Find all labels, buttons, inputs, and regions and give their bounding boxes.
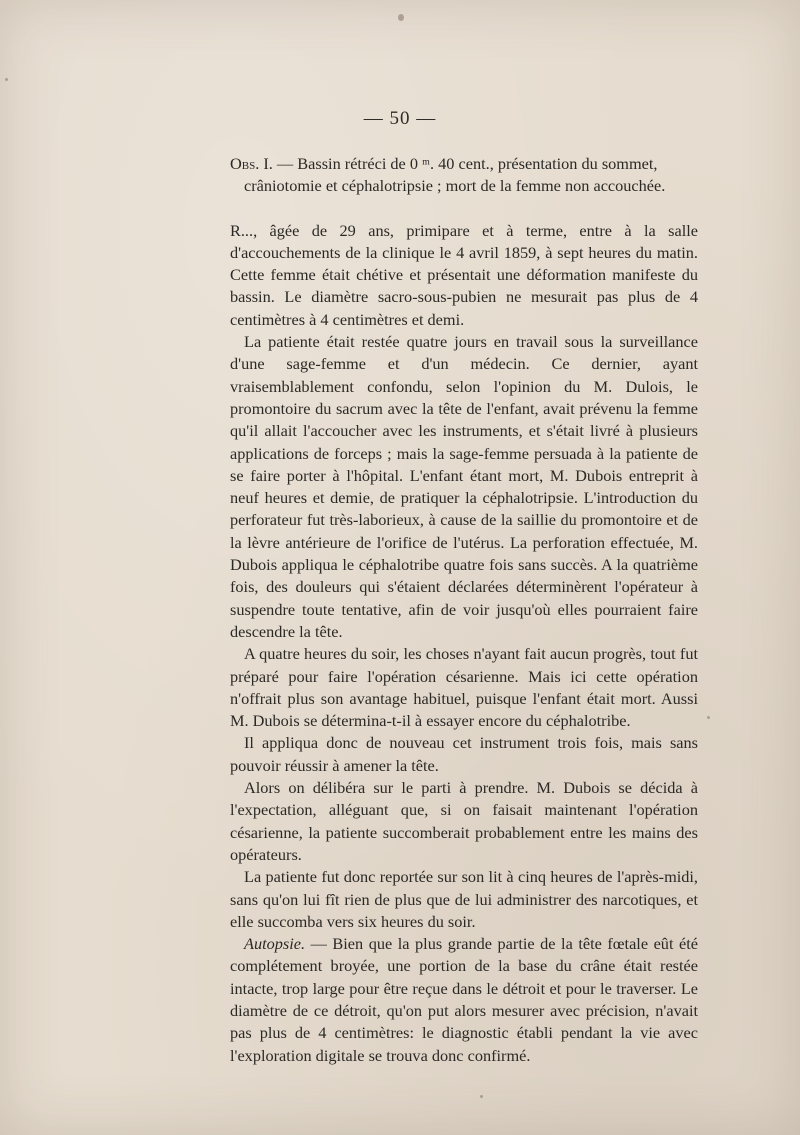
ink-speck <box>5 78 8 81</box>
paragraph: La patiente était restée quatre jours en travail sous la surveillance d'une sage-femme et d'un médecin. Ce dernier, ayant vraisemblablement confondu, selon l'opinion du M. Dulois, le promontoire du sacrum avec la tête de l'enfant, avait prévenu la femme qu'il allait l'accoucher avec les instruments, et s'était livré à plusieurs applications de forceps ; mais la sage-femme persuada à la patiente de se faire porter à l'hôpital. L'enfant étant mort, M. Dubois entreprit à neuf heures et demie, de pratiquer la céphalotripsie. L'introduction du perforateur fut très-laborieux, à cause de la saillie du promontoire et de la lèvre antérieure de l'orifice de l'utérus. La perforation effectuée, M. Dubois appliqua le céphalotribe quatre fois sans succès. A la quatrième fois, des douleurs qui s'étaient déclarées déterminèrent l'opérateur à suspendre toute tentative, afin de voir jusqu'où elles pourraient faire descendre la tête. <box>230 332 698 641</box>
paragraph: Il appliqua donc de nouveau cet instrument trois fois, mais sans pouvoir réussir à amener la tête. <box>230 733 698 775</box>
ink-speck <box>480 1095 483 1098</box>
observation-title-rest: I. — Bassin rétréci de 0 ᵐ. 40 cent., présentation du sommet, <box>259 154 658 173</box>
observation-abbrev: Obs. <box>230 154 260 173</box>
paragraph: R..., âgée de 29 ans, primipare et à terme, entre à la salle d'accouchements de la clinique le 4 avril 1859, à sept heures du matin. Cette femme était chétive et présentait une déformation manifeste du bassin. Le diamètre sacro-sous-pubien ne mesurait pas plus de 4 centimètres à 4 centimètres et demi. <box>230 220 698 329</box>
autopsie-paragraph <box>230 933 698 1067</box>
paragraph: Alors on délibéra sur le parti à prendre. M. Dubois se décida à l'expectation, alléguant que, si on faisait maintenant l'opération césarienne, la patiente succomberait probablement entre les mains des opérateurs. <box>230 778 698 864</box>
observation-title-line2: crâniotomie et céphalotripsie ; mort de la femme non accouchée. <box>244 176 666 196</box>
ink-speck <box>398 14 404 21</box>
ink-speck <box>707 716 710 719</box>
page-number: — 50 — <box>363 108 437 129</box>
spacer <box>230 198 698 220</box>
observation-title <box>230 153 698 198</box>
paragraph: A quatre heures du soir, les choses n'ayant fait aucun progrès, tout fut préparé pour faire l'opération césarienne. Mais ici cette opération n'offrait plus son avantage habituel, puisque l'enfant était mort. Aussi M. Dubois se détermina-t-il à essayer encore du céphalotribe. <box>230 644 698 731</box>
autopsie-label: Autopsie. <box>244 934 306 954</box>
text-body <box>230 153 698 1067</box>
paragraph: La patiente fut donc reportée sur son lit à cinq heures de l'après-midi, sans qu'on lui fît rien de plus que de lui administrer des narcotiques, et elle succomba vers six heures du soir. <box>230 867 698 931</box>
autopsie-text: — Bien que la plus grande partie de la tête fœtale eût été complétement broyée, une portion de la base du crâne était restée intacte, trop large pour être reçue dans le détroit et pour le traverser. Le diamètre de ce détroit, qu'on put alors mesurer avec précision, n'avait pas plus de 4 centimètres: le diagnostic établi pendant la vie avec l'exploration digitale se trouva donc confirmé. <box>230 934 698 1065</box>
